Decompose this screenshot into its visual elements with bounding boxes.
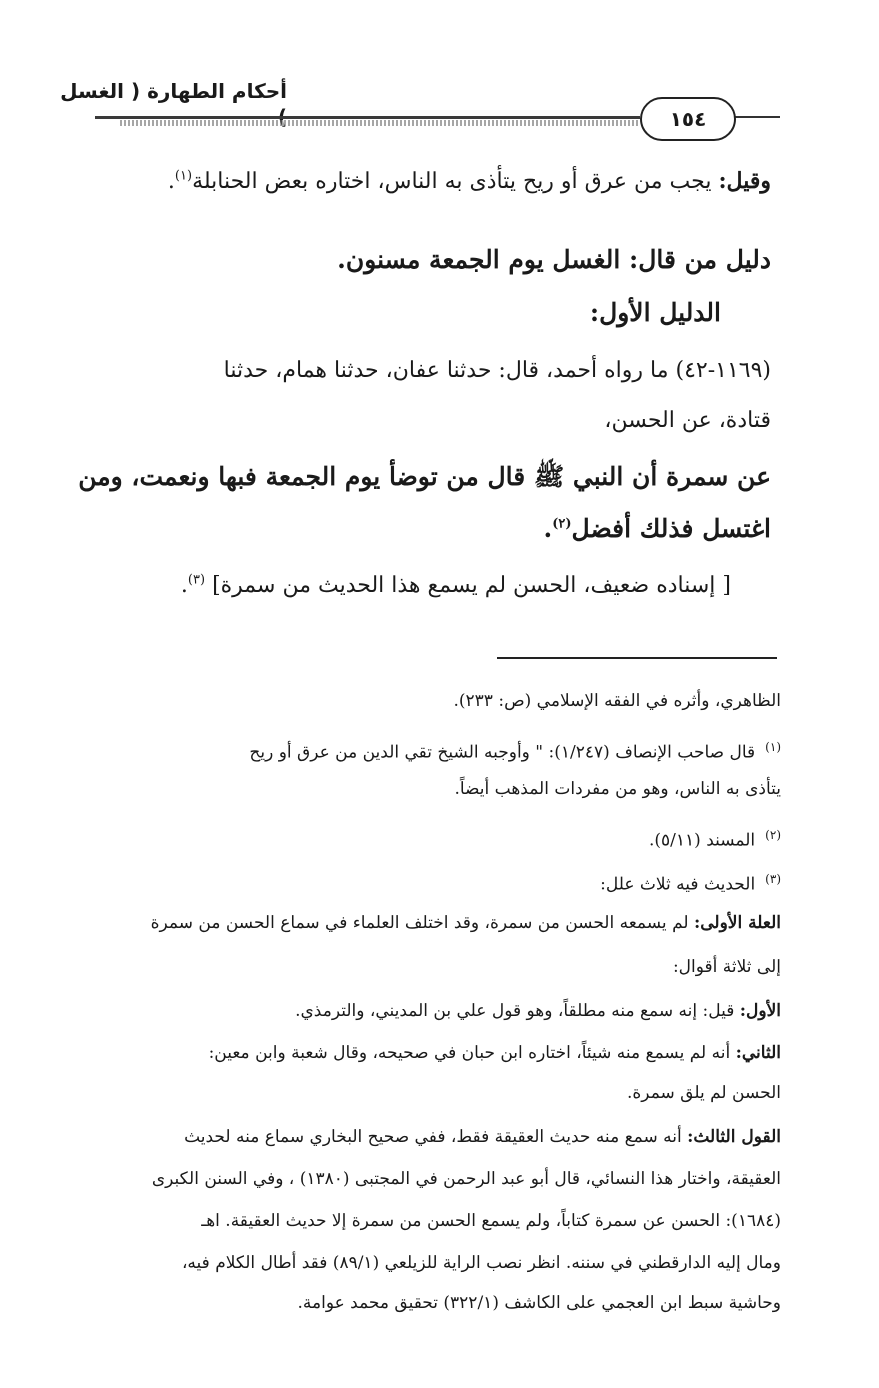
footnote-1-line-2: يتأذى به الناس، وهو من مفردات المذهب أيضاً.	[454, 779, 781, 799]
header-rule-right	[732, 116, 780, 118]
opinion-second-label: الثاني:	[735, 1043, 781, 1063]
footnote-carryover: الظاهري، وأثره في الفقه الإسلامي (ص: ٢٣٣).	[453, 691, 781, 711]
opinion-first: الأول: قيل: إنه سمع منه مطلقاً، وهو قول علي بن المديني، والترمذي.	[295, 1001, 781, 1021]
hadith-text-line-1: عن سمرة أن النبي ﷺ قال من توضأ يوم الجمعة فبها ونعمت، ومن	[78, 462, 771, 491]
isnad-line-1: (١١٦٩-٤٢) ما رواه أحمد، قال: حدثنا عفان، حدثنا همام، حدثنا	[223, 358, 771, 383]
opinion-third-line-1: القول الثالث: أنه سمع منه حديث العقيقة فقط، ففي صحيح البخاري سماع منه لحديث	[184, 1127, 781, 1147]
opinion-second-line-2: الحسن لم يلق سمرة.	[627, 1083, 781, 1103]
section-heading: دليل من قال: الغسل يوم الجمعة مسنون.	[337, 245, 771, 274]
footnote-2-number: (٢)	[765, 828, 781, 842]
hadith-text-line-2: اغتسل فذلك أفضل$^{(٢)}$.	[543, 514, 771, 543]
illa-1-line-1: العلة الأولى: لم يسمعه الحسن من سمرة، وقد اختلف العلماء في سماع الحسن من سمرة	[150, 913, 781, 933]
isnad-line-2: قتادة، عن الحسن،	[604, 408, 771, 433]
hadith-grading: [ إسناده ضعيف، الحسن لم يسمع هذا الحديث من سمرة] $^{(٣)}$.	[180, 572, 731, 598]
paragraph-opinion: وقيل: يجب من عرق أو ريح يتأذى به الناس، اختاره بعض الحنابلة$^{(١)}$.	[167, 168, 771, 194]
opinion-first-label: الأول:	[739, 1001, 781, 1021]
subheading-first-evidence: الدليل الأول:	[589, 298, 721, 327]
footnote-ref-2: (٢)	[552, 516, 572, 532]
running-header-title: أحكام الطهارة ( الغسل	[60, 79, 287, 103]
footnote-ref-3: (٣)	[187, 572, 206, 588]
footnote-ref-1: (١)	[174, 168, 193, 184]
header-rule	[95, 116, 640, 119]
footnote-final-line-2: وحاشية سبط ابن العجمي على الكاشف (٣٢٢/١) تحقيق محمد عوامة.	[297, 1293, 781, 1313]
footnote-3-number: (٣)	[765, 872, 781, 886]
footnote-separator	[497, 657, 777, 659]
illa-1-line-2: إلى ثلاثة أقوال:	[672, 957, 781, 977]
opinion-text: يجب من عرق أو ريح يتأذى به الناس، اختاره بعض الحنابلة	[192, 169, 719, 194]
opinion-third-line-2: العقيقة، واختار هذا النسائي، قال أبو عبد الرحمن في المجتبى (١٣٨٠) ، وفي السنن الكبرى	[151, 1169, 781, 1189]
footnote-final-line-1: ومال إليه الدارقطني في سننه. انظر نصب الراية للزيلعي (٨٩/١) فقد أطال الكلام فيه،	[181, 1253, 781, 1273]
footnote-3: $^{(٣)}$الحديث فيه ثلاث علل:	[600, 872, 781, 895]
footnote-1-number: (١)	[765, 740, 781, 754]
page-number: ١٥٤	[640, 97, 736, 141]
footnote-1-line-1: $^{(١)}$قال صاحب الإنصاف (١/٢٤٧): " وأوجبه الشيخ تقي الدين من عرق أو ريح	[249, 740, 781, 763]
opinion-second-line-1: الثاني: أنه لم يسمع منه شيئاً، اختاره ابن حبان في صحيحه، وقال شعبة وابن معين:	[208, 1043, 781, 1063]
header-rule-texture	[120, 120, 640, 126]
opinion-third-label: القول الثالث:	[687, 1127, 781, 1147]
opinion-third-line-3: (١٦٨٤): الحسن عن سمرة كتاباً، ولم يسمع الحسن من سمرة إلا حديث العقيقة. اهـ	[201, 1211, 781, 1231]
illa-1-label: العلة الأولى:	[693, 913, 781, 933]
opinion-label: وقيل:	[718, 168, 771, 194]
footnote-2: $^{(٢)}$المسند (٥/١١).	[649, 828, 781, 851]
